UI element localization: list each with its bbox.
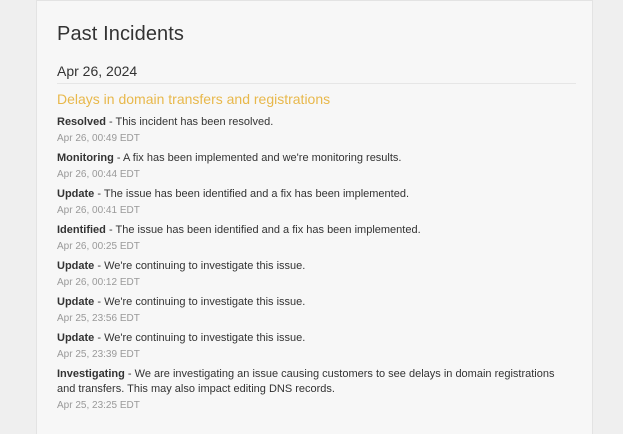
incident-update — [57, 115, 567, 145]
update-message: This incident has been resolved. — [115, 116, 274, 128]
update-timestamp: Apr 26, 00:41 EDT — [57, 205, 140, 216]
update-message: We're continuing to investigate this issue. — [104, 332, 306, 344]
incident-update — [57, 331, 567, 361]
past-incidents-panel — [36, 0, 593, 434]
update-timestamp: Apr 26, 00:25 EDT — [57, 241, 140, 252]
update-status: Investigating — [57, 368, 125, 380]
update-timestamp: Apr 26, 00:12 EDT — [57, 277, 140, 288]
update-message: The issue has been identified and a fix has been implemented. — [103, 188, 410, 200]
update-separator: - — [108, 224, 116, 236]
update-body — [57, 295, 567, 310]
incident-updates-list — [57, 115, 567, 418]
update-message: A fix has been implemented and we're monitoring results. — [123, 152, 402, 164]
update-timestamp: Apr 26, 00:44 EDT — [57, 169, 140, 180]
incident-update — [57, 151, 567, 181]
update-separator: - — [97, 296, 105, 308]
update-separator: - — [97, 188, 104, 200]
update-status: Update — [57, 332, 95, 344]
update-status: Update — [57, 260, 95, 272]
update-timestamp: Apr 25, 23:39 EDT — [57, 349, 140, 360]
update-body — [57, 115, 567, 130]
incident-update — [57, 367, 567, 412]
incident-title-link[interactable]: Delays in domain transfers and registrations — [57, 91, 331, 107]
page-title: Past Incidents — [57, 23, 185, 45]
update-separator: - — [108, 116, 116, 128]
update-separator: - — [127, 368, 135, 380]
update-body — [57, 151, 567, 166]
update-status: Identified — [57, 224, 106, 236]
incident-date-heading: Apr 26, 2024 — [57, 63, 576, 84]
incident-update — [57, 259, 567, 289]
update-timestamp: Apr 25, 23:25 EDT — [57, 400, 140, 411]
update-body — [57, 223, 567, 238]
update-status: Update — [57, 296, 95, 308]
update-status: Update — [57, 188, 95, 200]
update-message: The issue has been identified and a fix has been implemented. — [115, 224, 421, 236]
update-separator: - — [97, 260, 105, 272]
incident-update — [57, 223, 567, 253]
update-timestamp: Apr 26, 00:49 EDT — [57, 133, 140, 144]
update-status: Monitoring — [57, 152, 114, 164]
update-message: We're continuing to investigate this issue. — [104, 260, 306, 272]
incident-update — [57, 187, 567, 217]
update-body — [57, 331, 567, 346]
update-message: We are investigating an issue causing customers to see delays in domain registrations and transfers. This may also impact editing DNS records. — [57, 368, 555, 395]
update-timestamp: Apr 25, 23:56 EDT — [57, 313, 140, 324]
update-body — [57, 187, 567, 202]
update-message: We're continuing to investigate this issue. — [104, 296, 306, 308]
incident-update — [57, 295, 567, 325]
update-body — [57, 259, 567, 274]
update-separator: - — [97, 332, 105, 344]
update-body — [57, 367, 567, 397]
update-separator: - — [116, 152, 124, 164]
update-status: Resolved — [57, 116, 106, 128]
